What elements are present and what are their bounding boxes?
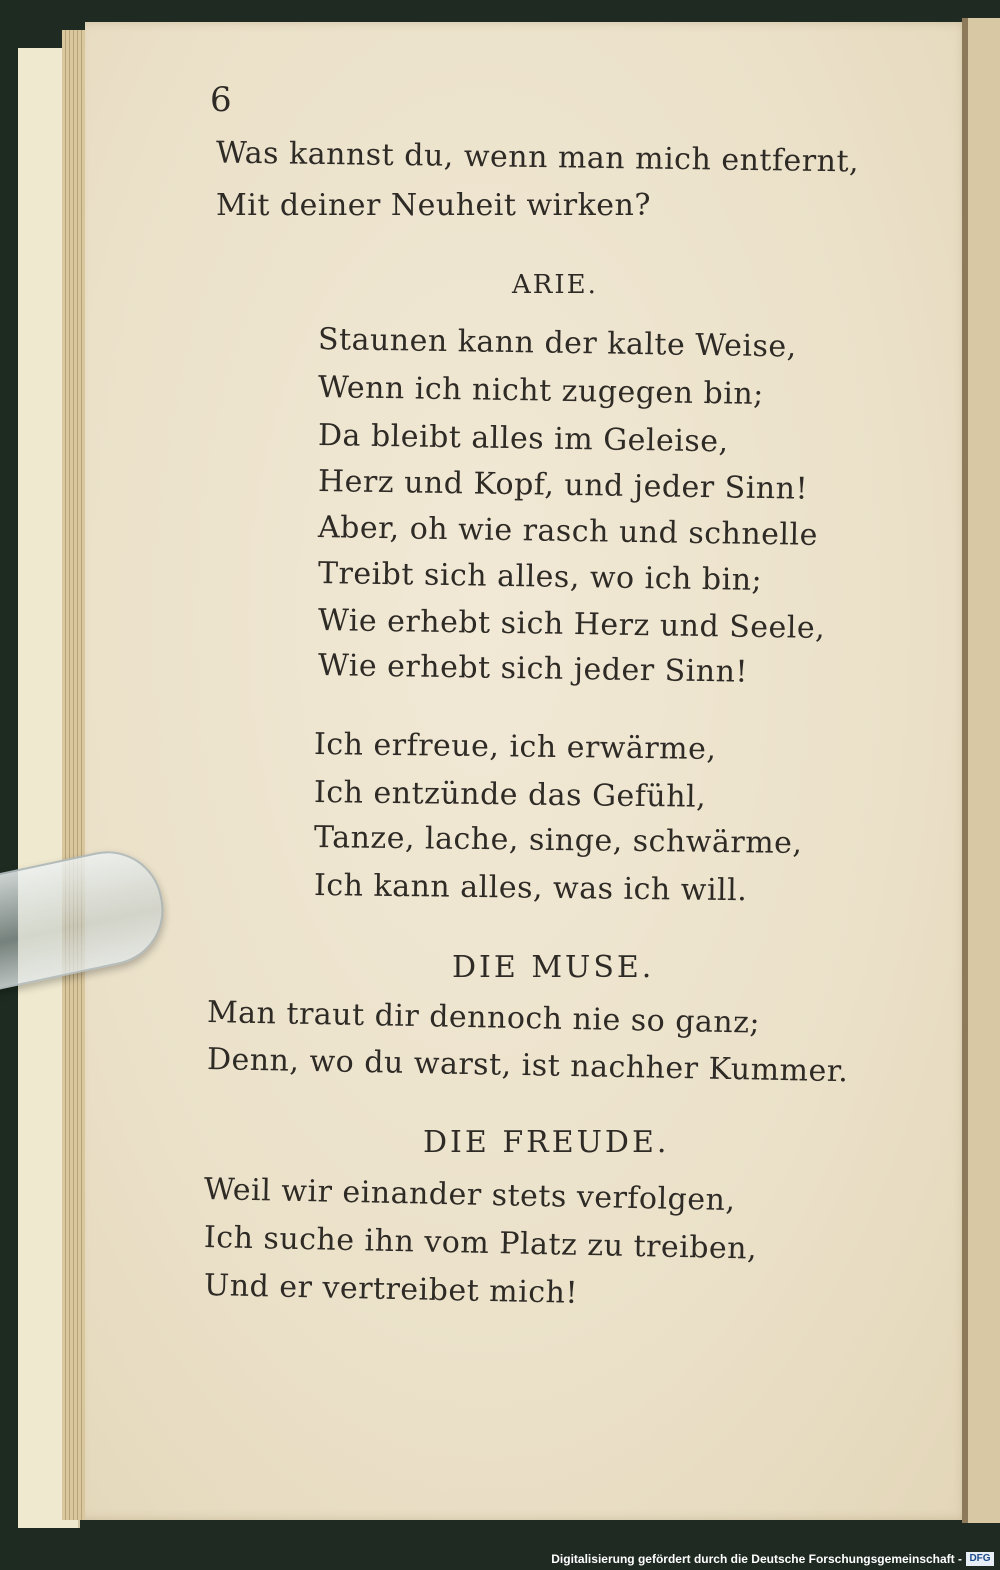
verse-line: Da bleibt alles im Geleise, (317, 418, 729, 460)
speaker-heading-muse: DIE MUSE. (452, 950, 655, 985)
verse-line: Ich entzünde das Gefühl, (313, 775, 707, 815)
section-heading-arie: ARIE. (512, 270, 598, 300)
dfg-logo-icon: DFG (966, 1552, 994, 1566)
dialogue-line: Ich suche ihn vom Platz zu treiben, (203, 1220, 758, 1267)
dialogue-line: Man traut dir dennoch nie so ganz; (206, 995, 761, 1041)
text-line: Was kannst du, wenn man mich entfernt, (215, 135, 860, 180)
speaker-heading-freude: DIE FREUDE. (423, 1125, 670, 1160)
dialogue-line: Und er vertreibet mich! (203, 1268, 579, 1311)
verse-line: Ich kann alles, was ich will. (313, 868, 748, 909)
dialogue-line: Denn, wo du warst, ist nachher Kummer. (206, 1042, 849, 1090)
page-number: 6 (210, 80, 233, 120)
digitization-credit: Digitalisierung gefördert durch die Deutsche Forschungsgemeinschaft - (551, 1552, 962, 1566)
verse-line: Aber, oh wie rasch und schnelle (317, 510, 819, 553)
facing-page-edge (962, 18, 1000, 1523)
verse-line: Tanze, lache, singe, schwärme, (313, 820, 803, 861)
verse-line: Staunen kann der kalte Weise, (317, 322, 797, 365)
verse-line: Wie erhebt sich jeder Sinn! (317, 648, 749, 690)
dialogue-line: Weil wir einander stets verfolgen, (203, 1172, 736, 1219)
verse-line: Wenn ich nicht zugegen bin; (317, 370, 765, 413)
verse-line: Treibt sich alles, wo ich bin; (317, 556, 763, 598)
verse-line: Herz und Kopf, und jeder Sinn! (317, 464, 809, 507)
text-line: Mit deiner Neuheit wirken? (216, 188, 651, 223)
verse-line: Ich erfreue, ich erwärme, (313, 727, 717, 767)
verse-line: Wie erhebt sich Herz und Seele, (317, 603, 826, 646)
scan-background (0, 0, 20, 1570)
